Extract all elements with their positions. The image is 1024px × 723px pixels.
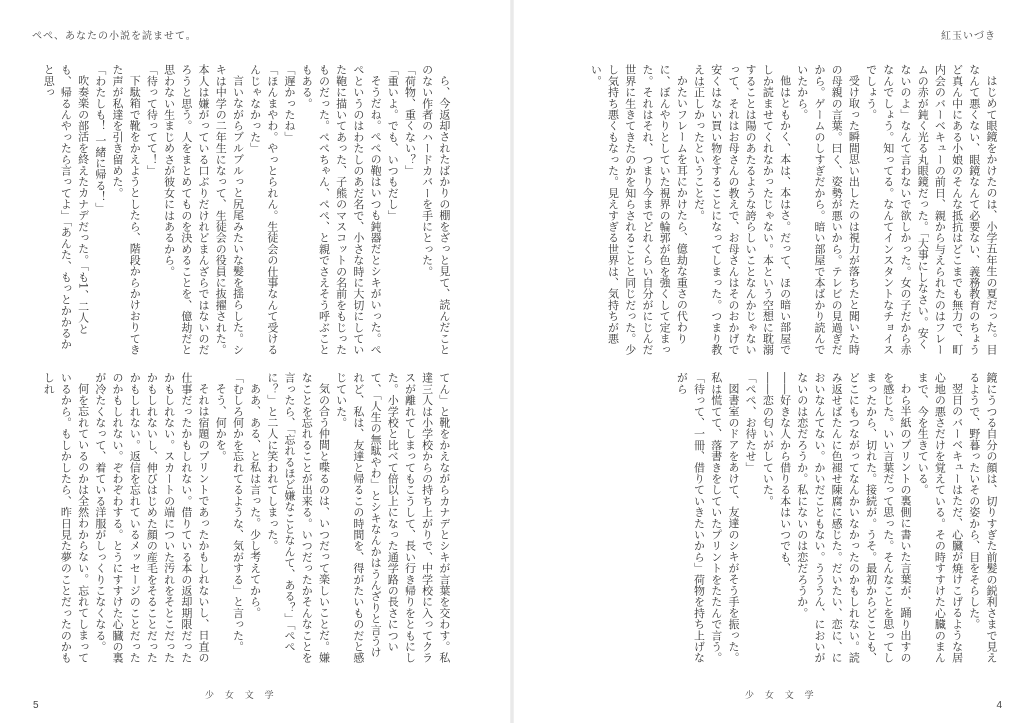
paragraph: ああ、ある、と私は言った。少し考えてから。 [248,383,262,619]
book-gutter [510,0,514,723]
paragraph: 図書室のドアをあけて、友達のシキがそう手を振った。私は慌てて、落書きをしていたプリントをたたんで言う。 [709,372,740,664]
running-head-title: ぺぺ、あなたの小説を読ませて。 [32,31,197,42]
page-number: 5 [33,700,39,711]
paragraph: それは宿題のプリントであったかもしれないし、日直の仕事だったかもしれない。借りている本の返却期限だったかもしれない。スカートの端についた汚れをそとこだったかもしれないし、伸びはじめた顔の産毛をそることだったかもしれない。返信を忘れているメッセージのことだったのかもしれない。ぞわぞわする。とうにすすけた心臓の裏が冷たくなって、着ている洋服がしっくりこなくなる。 [93,372,211,664]
paragraph: 鏡にうつる自分の顔は、切りすぎた前髪の鋭利さまで見えるようで、野暮ったいその姿から、目をそらした。 [967,372,998,664]
text-tier-upper [40,64,452,356]
paragraph: 受け取った瞬間思い出したのは視力が落ちたと聞いた時の母親の言葉。曰く、姿勢が悪いから。テレビの見過ぎだから。ゲームのしすぎだから。暗い部屋で本ばかり読んでいたから。 [795,64,861,356]
paragraph: てん」と靴をかえながらカナデとシキが言葉を交わす。私達三人は小学校からの持ち上がりで、中学校に入ってクラスが離れてしまってもこうして、長い行き帰りをともにした。小学校と比べて倍以上になった通学路の長さについて、「人生の無駄やわ」とシキなんかはうんざりと言うけれど、私は、友達と帰るこの時間を、得がたいものだと感じていた。 [334,372,451,664]
paragraph: 翌日のバーベキューはただ、心臓が焼けこげるような居心地の悪さだけを覚えている。その時すすけた心臓のまんまで、今を生きている。 [916,372,964,664]
dialogue-line: 「重いよ。でも、いつもだし」 [386,64,400,221]
paragraph: 気の合う仲間と喋るのは、いつだって楽しいことだ。嫌なことを忘れることが出来る。いつだったかそんなことを言ったら、「忘れるほど嫌なことなんて、ある？」「ぺぺに？」と二人に笑われてしまった。 [265,372,331,664]
paragraph: ら、今返却されたばかりの棚をざっと見て、読んだことのない作者のハードカバーを手にとった。 [420,64,451,355]
paragraph: 下駄箱で靴をかえようとしたら、階段からかけおりてきた声が私達を引き留めた。 [111,64,142,355]
page-right [518,0,1024,723]
dialogue-line: 「待って、一冊、借りていきたいから」荷物を持ち上げながら [675,372,706,664]
page-number: 4 [996,700,1002,711]
dialogue-line: ――好きな人から借りる本はいつでも、 [778,372,792,574]
text-tier-lower [568,372,1000,664]
paragraph: わら半紙のプリントの裏側に書いた言葉が、踊り出すのを感じた。いい言葉だって思った。そんなことを思ってしまったから、切れた。接続が。うそ。最初からどことも、どこにもつながってなんかいなかったのかもしれない。読み返せばたんに色褪せ陳腐に感じた。だいたい、恋に、においなんてない。かいだこともない。うううん、においがないのは恋だろうか。私にないのは恋だろうか。 [795,372,912,664]
dialogue-line: 「ぺぺ、お待たせ」 [744,372,758,473]
vertical-text-block [587,64,1000,356]
magazine-footer: 少 女 文 学 [205,691,278,701]
paragraph: はじめて眼鏡をかけたのは、小学五年生の夏だった。目なんて悪くない、眼鏡なんて必要ない、義務教育のちょうど真ん中にある小娘のそんな抵抗はどこまでも無力で、町内会のバーベキューの前日、親から与えられたのはフレームの赤が鈍く光る丸眼鏡だった。「大事にしなさい。安くないのよ」なんて言わないで欲しかった。女の子だから赤なんでしょう。知ってる。なんてインスタントなチョイスでしょう。 [864,64,998,356]
paragraph: かたいフレームを耳にかけたら、億劫な重さの代わりに、ぼんやりとしていた視界の輪郭が色を強くして定まった。それはそれ、つまり今までどれくらい自分がにじんだ世界に生きてきたのかを知らされることと同じだった。少し気持ち悪くもなった。見えすぎる世界は、気持ちが悪い。 [589,64,689,356]
vertical-text-block [40,64,452,356]
dialogue-line: 「むしろ何かを忘れてるような、気がする」と言った。 [231,372,245,652]
dialogue-line: 「待って待ってて！」 [145,64,159,176]
paragraph: そう、何かを。 [214,383,228,462]
running-head-author: 紅玉いづき [941,31,996,42]
paragraph: 吹奏楽の部活を終えたカナデだった。「も1、二人とも、帰るんやったら言ってよ」「あんた、もっとかかるかと思っ [42,64,90,350]
vertical-text-block [673,372,1000,664]
dialogue-line: 「荷物、重くない？」 [403,64,417,176]
paragraph: 他はともかく、本は、本はさ。だって、ほの暗い部屋でしか読ませてくれなかったじゃない。本という空想に耽溺することは陽のあたるような誇らしいことなんかじゃないって、それはお母さんの教えで、お母さんはそのおかげで安くはない買い物をすることになってしまった。つまり教えは正しかったということだ。 [692,64,792,356]
vertical-text-block [40,372,452,664]
dialogue-line: 「わたしも！ 一緒に帰る！」 [93,64,107,214]
text-tier-upper [568,64,1000,356]
dialogue-line: 「遅かったね」 [283,64,297,143]
paragraph: 言いながらブルブルっと尻尾みたいな髪を揺らした。シキは中学の二年生になって、生徒会の役員に抜擢された。本人は嫌がっている口ぶりだけれどまんざらではないのだろうと思う。人をまとめてものを決めることを、億劫だと思わない生まじめさが彼女にはあるから。 [162,64,245,356]
magazine-footer: 少 女 文 学 [745,691,818,701]
dialogue-line: 「ほんまやわ。やっとられん。生徒会の仕事なんて受けるんじゃなかった」 [248,64,279,356]
page-left [0,0,506,723]
dialogue-line: ――恋の匂いがしていた。 [761,372,775,507]
paragraph: そうだね。ぺぺの鞄はいつも鈍器だとシキがいった。ぺぺというのはわたしのあだ名で、小さな時に大切にしていた鞄に描いてあった、子熊のマスコットの名前をもじったものだった。ぺぺちゃん、ぺぺ、と親でさえそう呼ぶこともある。 [300,64,383,356]
text-tier-lower [40,372,452,664]
paragraph: 何を忘れているのかは全然わからない。忘れてしまっているから。もしかしたら、昨日見た夢のことだったのかもしれ [42,372,90,664]
